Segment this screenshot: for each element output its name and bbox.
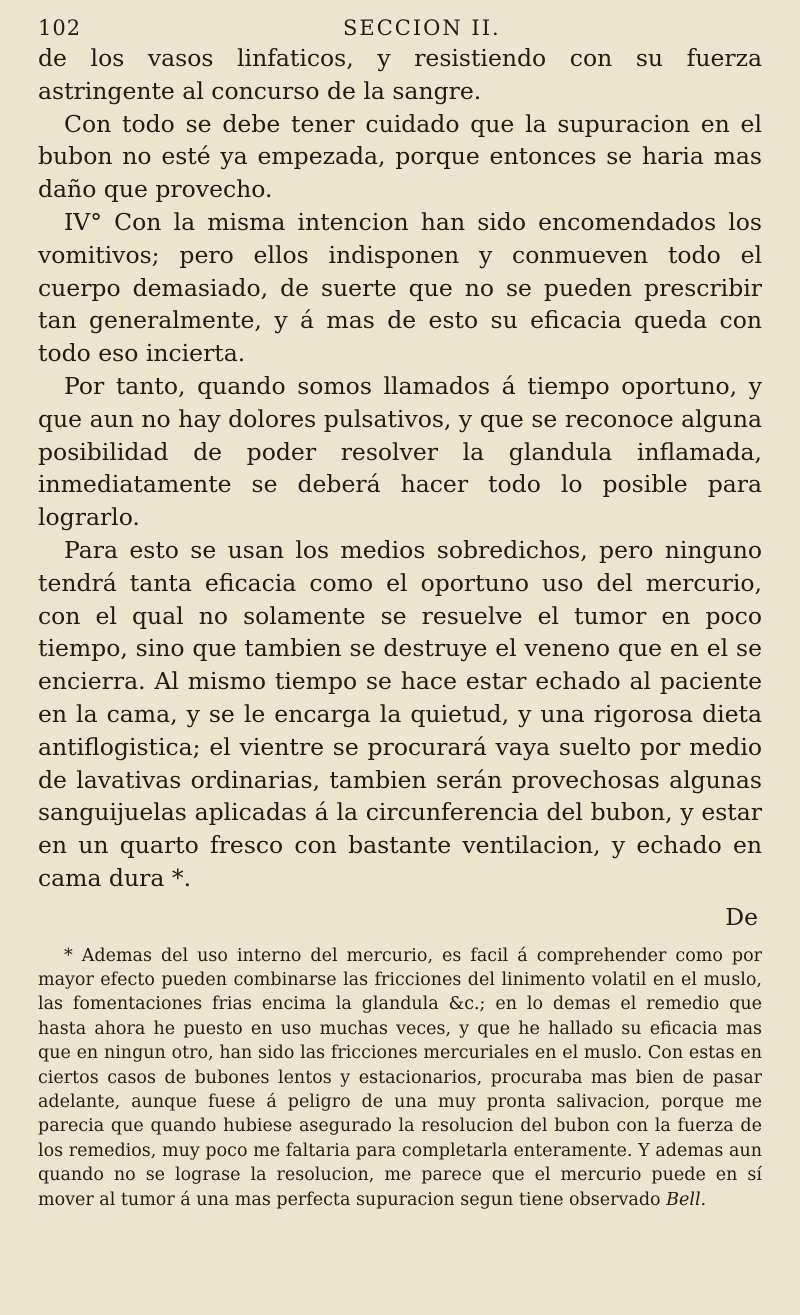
catchword: De [725,902,758,931]
footnote [38,944,762,1212]
paragraph: Por tanto, quando somos llamados á tiempo oportuno, y que aun no hay dolores pulsativos, y que se reconoce alguna posibilidad de poder resolver la glandula inflamada, inmediatamente se deberá hacer todo lo posible para lograrlo. [38,371,762,532]
main-text [38,42,762,895]
paragraph: Para esto se usan los medios sobredichos, pero ninguno tendrá tanta eficacia como el oportuno uso del mercurio, con el qual no solamente se resuelve el tumor en poco tiempo, sino que tambien se destruye el veneno que en el se encierra. Al mismo tiempo se hace estar echado al paciente en la cama, y se le encarga la quietud, y una rigorosa dieta antiflogistica; el vientre se procurará vaya suelto por medio de lavativas ordinarias, tambien serán provechosas algunas sanguijuelas aplicadas á la circunferencia del bubon, y estar en un quarto fresco con bastante ventilacion, y echado en cama dura *. [38,535,762,892]
paragraph: IV° Con la misma intencion han sido encomendados los vomitivos; pero ellos indisponen y conmueven todo el cuerpo demasiado, de suerte que no se pueden prescribir tan generalmente, y á mas de esto su eficacia queda con todo eso incierta. [38,207,762,368]
paragraph: Con todo se debe tener cuidado que la supuracion en el bubon no esté ya empezada, porque entonces se haria mas daño que provecho. [38,109,762,204]
footnote-text: * Ademas del uso interno del mercurio, es facil á comprehender como por mayor efecto pueden combinarse las fricciones del linimento volatil en el muslo, las fomentaciones frias encima la glandula &c.; en lo demas el remedio que hasta ahora he puesto en uso muchas veces, y que he hallado su eficacia mas que en ningun otro, han sido las fricciones mercuriales en el muslo. Con estas en ciertos casos de bubones lentos y estacionarios, procuraba mas bien de pasar adelante, aunque fuese á peligro de una muy pronta salivacion, porque me parecia que quando hubiese asegurado la resolucion del bubon con la fuerza de los remedios, muy poco me faltaria para completarla enteramente. Y ademas aun quando no se lograse la resolucion, me parece que el mercurio puede en sí mover al tumor á una mas perfecta supuracion segun tiene observado [38,945,762,1210]
paragraph: de los vasos linfaticos, y resistiendo con su fuerza astringente al concurso de la sangre. [38,44,762,105]
page-header [38,16,762,42]
page-number: 102 [38,16,82,40]
footnote-author: Bell. [666,1189,707,1210]
running-head: SECCION II. [343,16,501,40]
